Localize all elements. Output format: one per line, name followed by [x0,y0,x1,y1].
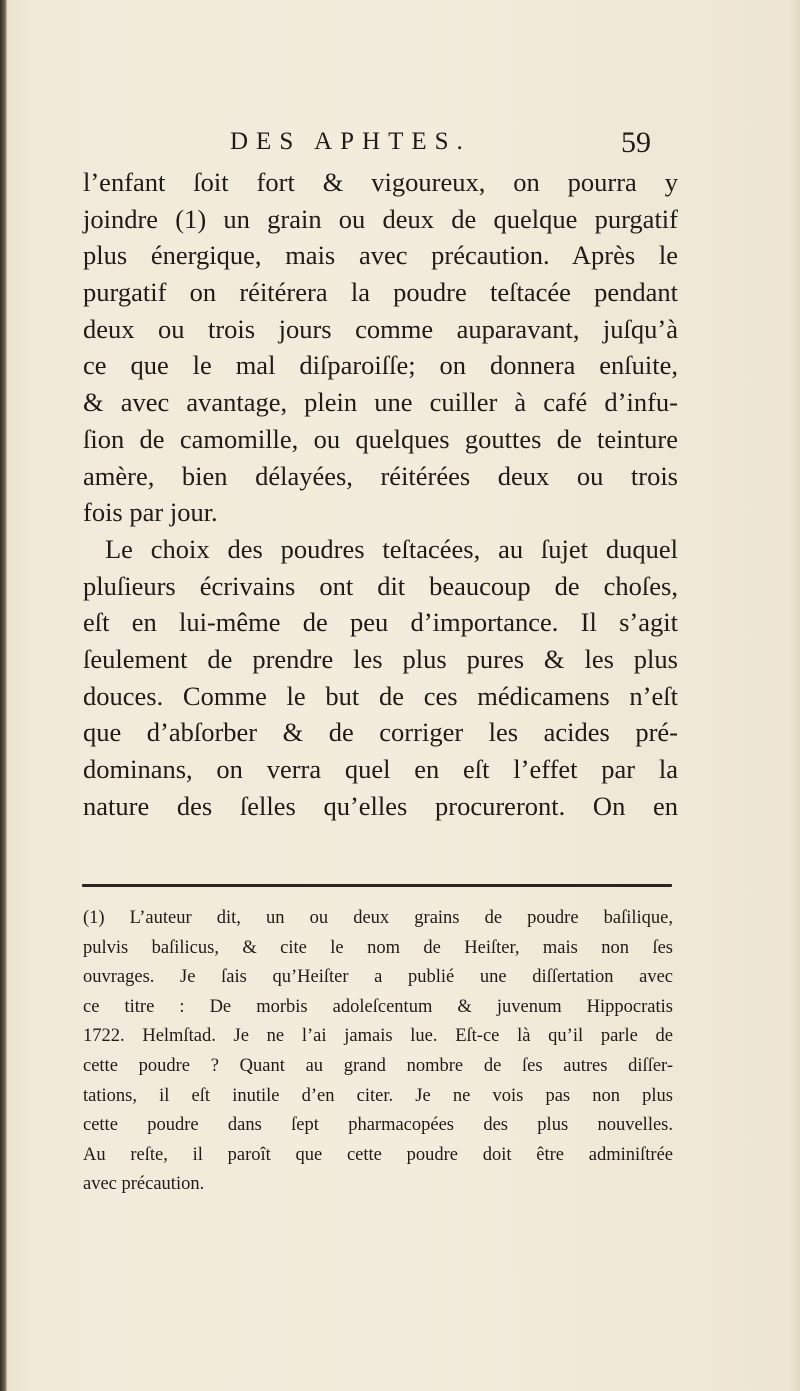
page-header [230,126,680,166]
body-line: ce que le mal diſparoiſſe; on donnera enſuite, [83,350,678,381]
footnote-line: (1) L’auteur dit, un ou deux grains de poudre baſilique, [83,908,673,928]
body-line: amère, bien délayées, réitérées deux ou trois [83,460,678,491]
body-line: pluſieurs écrivains ont dit beaucoup de choſes, [83,570,678,601]
footnote-rule [82,884,672,887]
body-text [83,164,678,824]
footnote-line: avec précaution. [83,1174,205,1195]
body-line: douces. Comme le but de ces médicamens n’eſt [83,680,678,711]
body-line: & avec avantage, plein une cuiller à café d’infu- [83,387,678,418]
body-line: l’enfant ſoit fort & vigoureux, on pourra y [83,167,678,197]
footnote [83,904,673,1200]
footnote-line: Au reſte, il paroît que cette poudre doit être adminiſtrée [83,1144,673,1165]
body-line: ſion de camomille, ou quelques gouttes de teinture [83,423,678,454]
body-line: fois par jour. [83,497,218,528]
footnote-line: cette poudre ? Quant au grand nombre de ſes autres diſſer- [83,1055,673,1076]
footnote-line: ouvrages. Je ſais qu’Heiſter a publié une diſſertation avec [83,967,673,988]
body-line: ſeulement de prendre les plus pures & les plus [83,643,678,674]
body-line: purgatif on réitérera la poudre teſtacée pendant [83,277,678,308]
footnote-line: ce titre : De morbis adoleſcentum & juvenum Hippocratis [83,996,673,1017]
running-title: DES APHTES. [230,128,471,155]
footnote-line: cette poudre dans ſept pharmacopées des plus nouvelles. [83,1115,673,1136]
page-number: 59 [621,126,651,159]
footnote-line: 1722. Helmſtad. Je ne l’ai jamais lue. Eſt-ce là qu’il parle de [83,1026,673,1047]
body-line: eſt en lui-même de peu d’importance. Il s’agit [83,607,678,638]
footnote-line: pulvis baſilicus, & cite le nom de Heiſter, mais non ſes [83,937,673,958]
footnote-line: tations, il eſt inutile d’en citer. Je ne vois pas non plus [83,1085,673,1106]
body-line: nature des ſelles qu’elles procureront. On en [83,790,678,821]
body-line: deux ou trois jours comme auparavant, juſqu’à [83,313,678,344]
page-binding-edge [0,0,7,1391]
body-line: dominans, on verra quel en eſt l’effet par la [83,754,678,784]
body-line: plus énergique, mais avec précaution. Après le [83,240,678,271]
body-line: joindre (1) un grain ou deux de quelque purgatif [83,203,678,234]
body-line: que d’abſorber & de corriger les acides pré- [83,717,678,748]
body-line: Le choix des poudres teſtacées, au ſujet duquel [105,533,678,564]
